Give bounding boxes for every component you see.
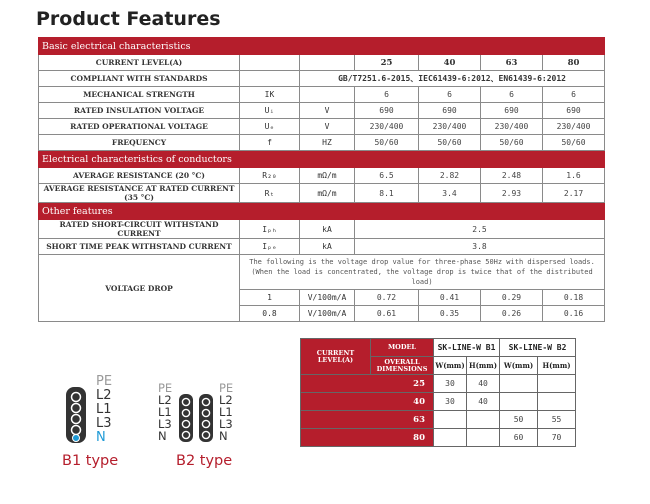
row-label: SHORT TIME PEAK WITHSTAND CURRENT xyxy=(39,239,240,255)
row-label: FREQUENCY xyxy=(39,135,240,151)
row-symbol: IK xyxy=(240,87,300,103)
cell-value: 0.18 xyxy=(543,290,605,306)
b1-conductor-diagram xyxy=(60,370,130,445)
table-row xyxy=(301,393,576,411)
table-row xyxy=(39,135,605,151)
row-symbol xyxy=(240,55,300,71)
model-b2: SK-LINE-W B2 xyxy=(500,339,576,357)
cell-value: 690 xyxy=(419,103,481,119)
row-label: AVERAGE RESISTANCE AT RATED CURRENT (35 °C) xyxy=(39,184,240,203)
section-title: Basic electrical characteristics xyxy=(39,38,605,55)
row-label: AVERAGE RESISTANCE (20 °C) xyxy=(39,168,240,184)
page-title: Product Features xyxy=(36,8,221,30)
table-row xyxy=(39,71,605,87)
row-label: RATED OPERATIONAL VOLTAGE xyxy=(39,119,240,135)
label-l3: L3 xyxy=(219,417,233,431)
dim-header: W(mm) xyxy=(434,357,467,375)
label-n: N xyxy=(219,429,228,443)
cell-value: 0.29 xyxy=(481,290,543,306)
cell-value: 6 xyxy=(419,87,481,103)
row-unit: V xyxy=(300,119,355,135)
b1-width: 30 xyxy=(434,393,467,411)
cell-value: 3.4 xyxy=(419,184,481,203)
b2-caption: B2 type xyxy=(176,453,233,469)
cell-value: 2.48 xyxy=(481,168,543,184)
dim-header: H(mm) xyxy=(538,357,576,375)
level-header: 40 xyxy=(419,55,481,71)
table-row xyxy=(39,239,605,255)
label-n: N xyxy=(158,429,167,443)
table-row xyxy=(39,220,605,239)
cell-value: 50/60 xyxy=(543,135,605,151)
cell-value: 3.8 xyxy=(355,239,605,255)
section-basic xyxy=(39,38,605,55)
conductor-n xyxy=(73,435,80,442)
cell-value: 2.5 xyxy=(355,220,605,239)
b1-height: 40 xyxy=(467,393,500,411)
table-row xyxy=(39,55,605,71)
row-symbol: f xyxy=(240,135,300,151)
row-unit: HZ xyxy=(300,135,355,151)
table-row xyxy=(301,411,576,429)
section-title: Other features xyxy=(39,203,605,220)
b1-height xyxy=(467,411,500,429)
b2-conductor-diagram xyxy=(155,380,255,445)
cell-value: 690 xyxy=(481,103,543,119)
spec-table xyxy=(38,37,605,322)
row-unit: mΩ/m xyxy=(300,184,355,203)
standards-value: GB/T7251.6-2015、IEC61439-6:2012、EN61439-6:2012 xyxy=(300,71,605,87)
label-n: N xyxy=(96,430,106,445)
cell-value: 2.82 xyxy=(419,168,481,184)
row-symbol: Uₑ xyxy=(240,119,300,135)
power-factor: 0.8 xyxy=(240,306,300,322)
current-level: 80 xyxy=(301,429,434,447)
b2-height xyxy=(538,375,576,393)
table-row xyxy=(301,339,576,357)
row-unit: kA xyxy=(300,220,355,239)
label-l3: L3 xyxy=(96,416,112,431)
table-row xyxy=(39,168,605,184)
b1-width xyxy=(434,411,467,429)
row-label: CURRENT LEVEL(A) xyxy=(39,55,240,71)
table-row xyxy=(39,255,605,290)
cell-value: 230/400 xyxy=(481,119,543,135)
cell-value: 6 xyxy=(481,87,543,103)
conductor-housing-right xyxy=(199,394,213,442)
b2-width: 50 xyxy=(500,411,538,429)
row-symbol: Iₚₕ xyxy=(240,220,300,239)
label-l2: L2 xyxy=(219,393,233,407)
cell-value: 6 xyxy=(543,87,605,103)
b2-height xyxy=(538,393,576,411)
cell-value: 230/400 xyxy=(543,119,605,135)
section-conductors xyxy=(39,151,605,168)
cell-value: 0.72 xyxy=(355,290,419,306)
row-label: RATED SHORT-CIRCUIT WITHSTAND CURRENT xyxy=(39,220,240,239)
power-factor: 1 xyxy=(240,290,300,306)
section-other xyxy=(39,203,605,220)
level-header: 80 xyxy=(543,55,605,71)
b2-height: 55 xyxy=(538,411,576,429)
model-b1: SK-LINE-W B1 xyxy=(434,339,500,357)
b2-height: 70 xyxy=(538,429,576,447)
voltage-drop-note: The following is the voltage drop value for three-phase 50Hz with dispersed loads. (When the load is concentrated, the voltage drop is twice that of the distributed load) xyxy=(240,255,605,290)
b1-width xyxy=(434,429,467,447)
row-symbol: Rₜ xyxy=(240,184,300,203)
row-unit: mΩ/m xyxy=(300,168,355,184)
row-unit: V/100m/A xyxy=(300,290,355,306)
b1-width: 30 xyxy=(434,375,467,393)
cell-value: 1.6 xyxy=(543,168,605,184)
current-level: 40 xyxy=(301,393,434,411)
cell-value: 2.93 xyxy=(481,184,543,203)
label-pe: PE xyxy=(219,381,234,395)
row-symbol: R₂₀ xyxy=(240,168,300,184)
cell-value: 230/400 xyxy=(419,119,481,135)
cell-value: 50/60 xyxy=(481,135,543,151)
cell-value: 690 xyxy=(355,103,419,119)
cell-value: 0.61 xyxy=(355,306,419,322)
b2-width: 60 xyxy=(500,429,538,447)
cell-value: 6 xyxy=(355,87,419,103)
table-row xyxy=(39,103,605,119)
current-level: 25 xyxy=(301,375,434,393)
level-header: 25 xyxy=(355,55,419,71)
table-row xyxy=(39,184,605,203)
label-l2: L2 xyxy=(158,393,172,407)
cell-value: 2.17 xyxy=(543,184,605,203)
model-header: MODEL xyxy=(371,339,434,357)
label-l1: L1 xyxy=(158,405,172,419)
conductor-housing-left xyxy=(179,394,193,442)
dim-header: H(mm) xyxy=(467,357,500,375)
row-unit: kA xyxy=(300,239,355,255)
cell-value: 50/60 xyxy=(419,135,481,151)
b1-height xyxy=(467,429,500,447)
dim-header: W(mm) xyxy=(500,357,538,375)
cell-value: 230/400 xyxy=(355,119,419,135)
b1-caption: B1 type xyxy=(62,453,119,469)
level-header: 63 xyxy=(481,55,543,71)
cell-value: 8.1 xyxy=(355,184,419,203)
label-l2: L2 xyxy=(96,388,112,403)
b1-height: 40 xyxy=(467,375,500,393)
row-unit: V/100m/A xyxy=(300,306,355,322)
row-unit xyxy=(300,87,355,103)
current-level: 63 xyxy=(301,411,434,429)
cell-value: 0.35 xyxy=(419,306,481,322)
cell-value: 50/60 xyxy=(355,135,419,151)
label-l3: L3 xyxy=(158,417,172,431)
row-symbol: Iₚₑ xyxy=(240,239,300,255)
row-unit xyxy=(300,55,355,71)
row-symbol: Uᵢ xyxy=(240,103,300,119)
cell-value: 0.16 xyxy=(543,306,605,322)
row-symbol xyxy=(240,71,300,87)
current-level-header: CURRENT LEVEL(A) xyxy=(301,339,371,375)
b2-width xyxy=(500,375,538,393)
row-label: VOLTAGE DROP xyxy=(39,255,240,322)
cell-value: 0.41 xyxy=(419,290,481,306)
row-unit: V xyxy=(300,103,355,119)
row-label: MECHANICAL STRENGTH xyxy=(39,87,240,103)
table-row xyxy=(39,119,605,135)
table-row xyxy=(39,87,605,103)
b2-width xyxy=(500,393,538,411)
table-row xyxy=(301,375,576,393)
section-title: Electrical characteristics of conductors xyxy=(39,151,605,168)
row-label: RATED INSULATION VOLTAGE xyxy=(39,103,240,119)
label-pe: PE xyxy=(158,381,173,395)
label-l1: L1 xyxy=(96,402,112,417)
cell-value: 690 xyxy=(543,103,605,119)
row-label: COMPLIANT WITH STANDARDS xyxy=(39,71,240,87)
overall-dimensions-header: OVERALL DIMENSIONS xyxy=(371,357,434,375)
label-l1: L1 xyxy=(219,405,233,419)
label-pe: PE xyxy=(96,374,113,389)
cell-value: 6.5 xyxy=(355,168,419,184)
cell-value: 0.26 xyxy=(481,306,543,322)
dimension-table xyxy=(300,338,576,447)
table-row xyxy=(301,429,576,447)
